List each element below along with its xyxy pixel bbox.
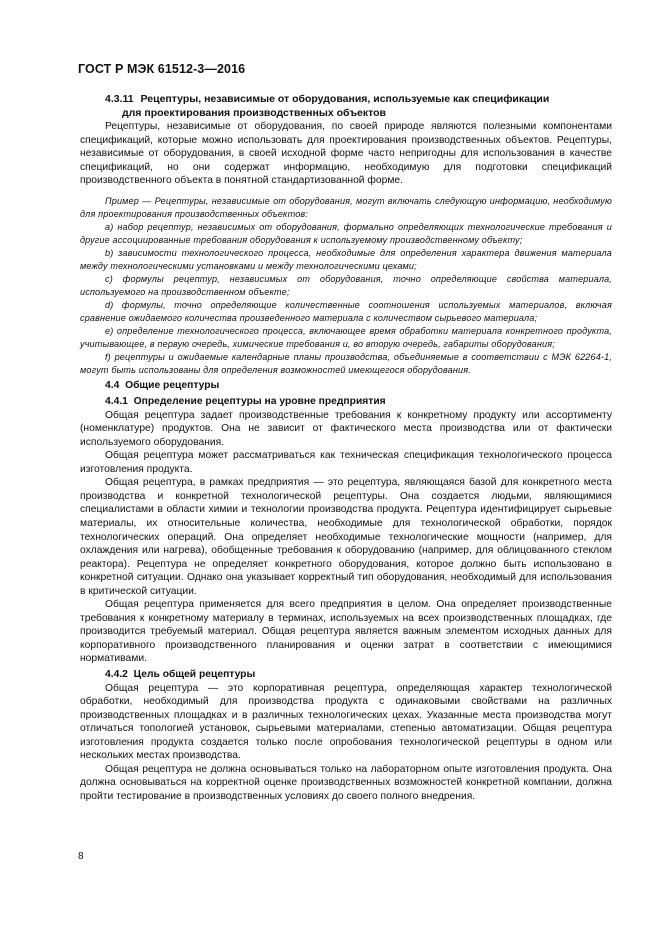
section-4-4-2-title [80,668,612,682]
example-item-a: a) набор рецептур, независимых от оборудования, формально определяющих технологические требования и другие ассоциированные требования оборудования к используемому производственному объекту; [80,221,612,245]
standard-header: ГОСТ Р МЭК 61512-3—2016 [78,62,246,76]
section-4-4-1-paragraph-4: Общая рецептура применяется для всего предприятия в целом. Она определяет производственные требования к конкретному материалу в терминах, используемых на всех производственных площадках, где производится требуемый материал. Общая рецептура является важным элементом исходных данных для корпоративного производственного планирования и оценки затрат в соответствии с имеющимися нормативами. [80,599,612,665]
section-title: Общие рецептуры [125,380,220,392]
document-body [80,93,612,803]
page-number: 8 [78,851,84,862]
section-title-line2: для проектирования производственных объектов [122,106,386,119]
section-4-4-1-paragraph-1: Общая рецептура задает производственные требования к конкретному продукту или ассортименту (номенклатуре) продуктов. Она не зависит от фактического места производства или от фактически используемого оборудования. [80,409,612,448]
section-number: 4.4.1 [105,396,128,408]
section-4-4-1-paragraph-3: Общая рецептура, в рамках предприятия — это рецептура, являющаяся базой для конкретного места производства и конкретной технологической рецептуры. Она создается людьми, являющимися специалистами в области химии и технологии производства продукта. Рецептура идентифицирует сырьевые материалы, их относительные количества, необходимые для технологической обработки, порядок технологических операций. Она определяет необходимые технологические мощности (например, для охлаждения или нагрева), обобщенные требования к оборудованию (например, для облицованного стеклом реактора). Рецептура не определяет конкретного оборудования, которое должно быть использовано в конкретной ситуации. Однако она указывает корректный тип оборудования, необходимый для использования в критической ситуации. [80,477,612,597]
example-block [80,195,612,378]
section-4-4-1-title [80,395,612,409]
section-4-4-2-paragraph-2: Общая рецептура не должна основываться только на лабораторном опыте изготовления продукта. Она должна основываться на корректной оценке производственных возможностей конкретной компании, должна пройти тестирование в производственных условиях до своего полного внедрения. [80,763,612,802]
section-number: 4.4 [105,380,120,392]
section-number: 4.4.2 [105,668,128,680]
section-4-3-11-paragraph: Рецептуры, независимые от оборудования, по своей природе являются полезными компонентами спецификаций, которые можно использовать для проектирования производственных объектов. Рецептуры, независимые от оборудования, в своей исходной форме часто непригодны для использования в качестве спецификаций, но они содержат информацию, необходимую для подготовки спецификаций производственного объекта в понятной стандартизованной форме. [80,121,612,187]
section-4-4-1-paragraph-2: Общая рецептура может рассматриваться как техническая спецификация технологического процесса изготовления продукта. [80,450,612,475]
section-title: Цель общей рецептуры [133,668,256,680]
example-item-d: d) формулы, точно определяющие количественные соотношения используемых материалов, включая сравнение ожидаемого количества произведенного материала с количеством сырьевого материала; [80,300,612,324]
section-number: 4.3.11 [105,93,134,105]
section-title-line1: Рецептуры, независимые от оборудования, используемые как спецификации [140,93,550,105]
section-4-4-2-paragraph-1: Общая рецептура — это корпоративная рецептура, определяющая характер технологической обработки, необходимый для производства продукта с одинаковыми свойствами на различных производственных площадках и в различных технологических цехах. Указанные места производства могут отличаться топологией установок, сырьевыми материалами, степенью автоматизации. Общая рецептура изготовления продукта создается только после опробования технологической рецептуры в одном или нескольких местах производства. [80,682,612,762]
example-item-c: c) формулы рецептур, независимых от оборудования, точно определяющие свойства материала, используемого на производственном объекте; [80,274,612,298]
section-4-3-11-title [80,93,612,107]
section-4-4-title [80,379,612,393]
example-item-f: f) рецептуры и ожидаемые календарные планы производства, объединяемые в соответствии с МЭК 62264-1, могут быть использованы для определения возможностей имеющегося оборудования. [80,352,612,376]
example-item-e: e) определение технологического процесса, включающее время обработки материала конкретного продукта, учитывающее, в первую очередь, химические требования и, во вторую очередь, габариты оборудования; [80,326,612,350]
example-item-b: b) зависимости технологического процесса, необходимые для определения характера движения материала между технологическими установками и между технологическими цехами; [80,248,612,272]
example-intro: Пример — Рецептуры, независимые от оборудования, могут включать следующую информацию, необходимую для проектирования производственных объектов: [80,195,612,219]
section-title: Определение рецептуры на уровне предприятия [133,396,386,408]
